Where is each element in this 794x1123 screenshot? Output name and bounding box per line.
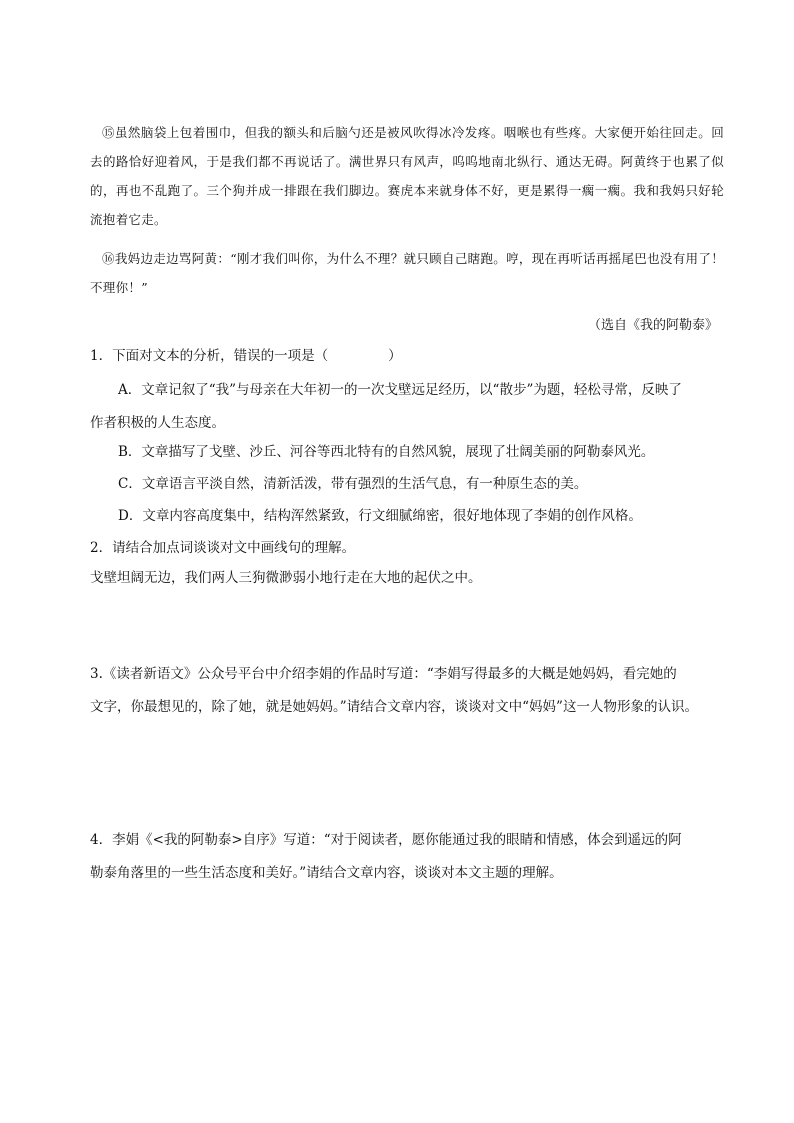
question-1-option-a	[90, 374, 730, 440]
question-3-line-1: 3.《读者新语文》公众号平台中介绍李娟的作品时写道：“李娟写得最多的大概是她妈妈，看完她的	[90, 666, 677, 682]
question-4-line-2: 勒泰角落里的一些生活态度和美好。”请结合文章内容，谈谈对本文主题的理解。	[90, 865, 563, 881]
question-3-line-2: 文字，你最想见的，除了她，就是她妈妈。”请结合文章内容，谈谈对文中“妈妈”这一人物形象的认识。	[90, 699, 698, 715]
option-a-line-2: 作者积极的人生态度。	[90, 415, 225, 431]
question-4	[90, 824, 730, 890]
passage-paragraph-15: ⑮虽然脑袋上包着围巾，但我的额头和后脑勺还是被风吹得冰冷发疼。咽喉也有些疼。大家便开始往回走。回去的路恰好迎着风，于是我们都不再说话了。满世界只有风声，呜呜地南北纵行、通达无碍。阿黄终于也累了似的，再也不乱跑了。三个狗并成一排跟在我们脚边。赛虎本来就身体不好，更是累得一瘸一瘸。我和我妈只好轮流抱着它走。	[90, 125, 724, 227]
question-3	[90, 658, 730, 724]
passage-paragraph-16: ⑯我妈边走边骂阿黄：“刚才我们叫你，为什么不理？就只顾自己瞎跑。哼，现在再听话再摇尾巴也没有用了！不理你！”	[90, 251, 724, 295]
question-4-line-1: 4．李娟《<我的阿勒泰>自序》写道：“对于阅读者，愿你能通过我的眼睛和情感，体会到遥远的阿	[90, 832, 682, 848]
passage-source: （选自《我的阿勒泰》	[587, 318, 718, 333]
question-1-stem-text: 1．下面对文本的分析，错误的一项是（	[90, 348, 329, 364]
question-1-option-d: D．文章内容高度集中，结构浑然紧致，行文细腻绵密，很好地体现了李娟的创作风格。	[118, 508, 642, 524]
question-1-stem-end: ）	[388, 348, 402, 364]
question-1-option-b: B．文章描写了戈壁、沙丘、河谷等西北特有的自然风貌，展现了壮阔美丽的阿勒泰风光。	[118, 444, 655, 460]
option-a-line-1: A．文章记叙了“我”与母亲在大年初一的一次戈壁远足经历，以“散步”为题，轻松寻常，反映了	[118, 382, 682, 398]
question-2-quote: 戈壁坦阔无边，我们两人三狗微渺弱小地行走在大地的起伏之中。	[90, 570, 482, 586]
question-1-stem	[90, 346, 730, 366]
question-1-option-c: C．文章语言平淡自然，清新活泼，带有强烈的生活气息，有一种原生态的美。	[118, 476, 588, 492]
question-2-stem: 2．请结合加点词谈谈对文中画线句的理解。	[90, 540, 356, 556]
